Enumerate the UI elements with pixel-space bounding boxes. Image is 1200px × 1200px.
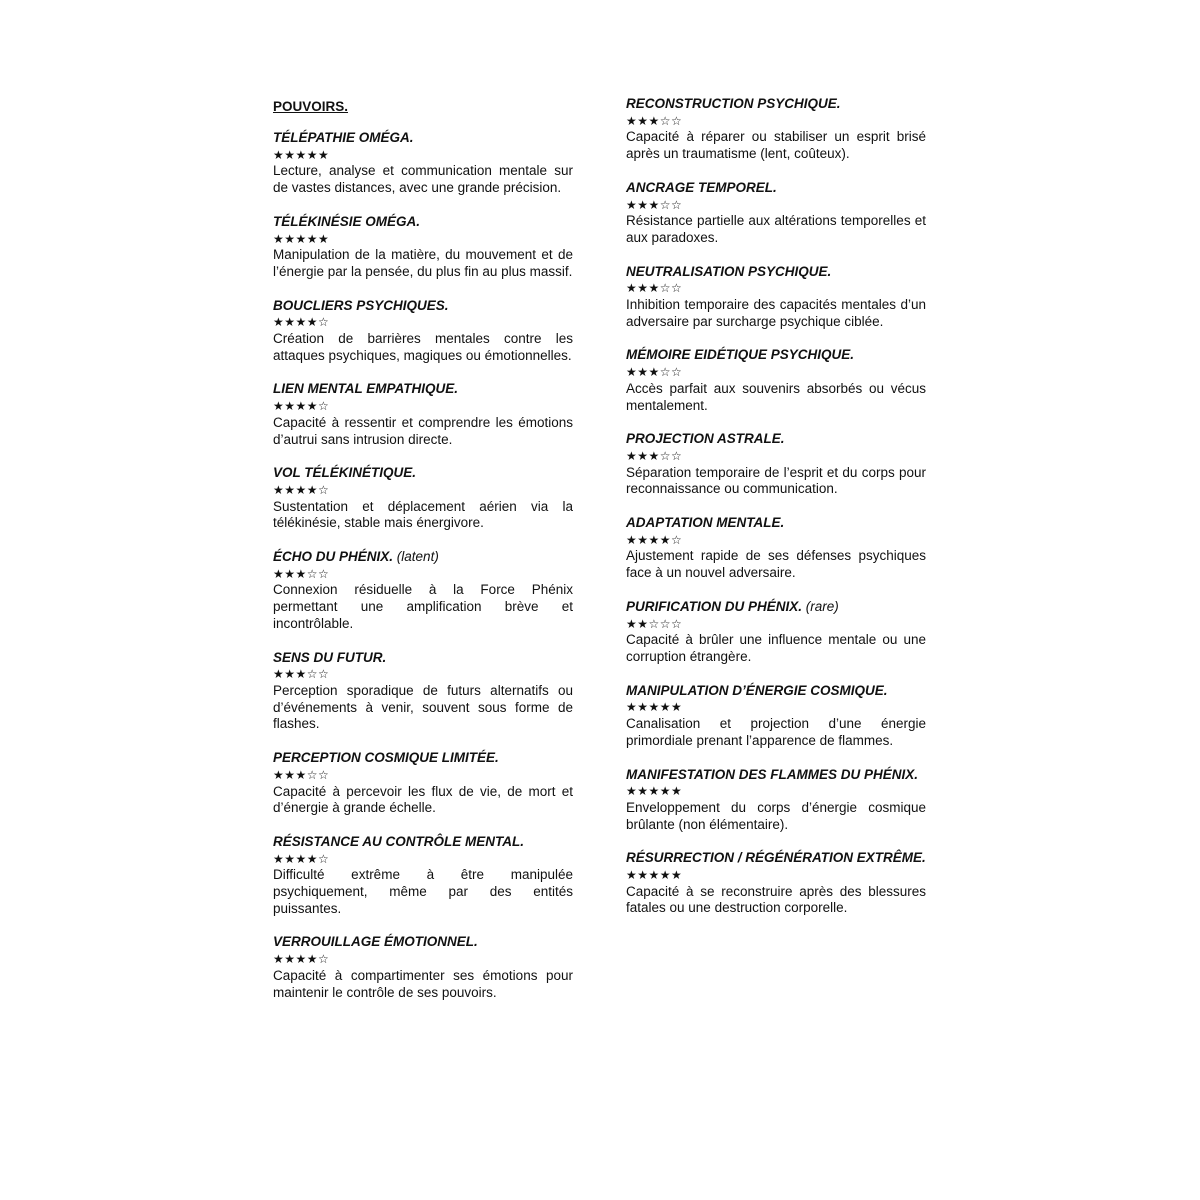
power-name-text: RECONSTRUCTION PSYCHIQUE. <box>626 96 841 111</box>
power-name <box>626 264 926 281</box>
star-rating: ★★★☆☆ <box>273 767 330 782</box>
power-description: Canalisation et projection d’une énergie primordiale prenant l’apparence de flammes. <box>626 716 926 748</box>
power-description: Capacité à compartimenter ses émotions pour maintenir le contrôle de ses pouvoirs. <box>273 967 573 1000</box>
power-name <box>626 180 926 197</box>
power-name-text: TÉLÉKINÉSIE OMÉGA. <box>273 213 421 229</box>
power-name-text: ÉCHO DU PHÉNIX. <box>273 549 394 565</box>
power-description: Enveloppement du corps d’énergie cosmique brûlante (non élémentaire). <box>626 799 926 832</box>
power-name-text: MÉMOIRE EIDÉTIQUE PSYCHIQUE. <box>626 347 855 363</box>
star-rating: ★★★☆☆ <box>626 197 683 212</box>
power-entry <box>626 683 926 750</box>
power-description: Lecture, analyse et communication mentale sur de vastes distances, avec une grande précision. <box>273 163 573 196</box>
star-rating: ★★★★☆ <box>273 399 330 414</box>
power-description: Manipulation de la matière, du mouvement et de l’énergie par la pensée, du plus fin au plus massif. <box>273 247 573 279</box>
power-name-text: RÉSURRECTION / RÉGÉNÉRATION EXTRÊME. <box>626 850 926 866</box>
power-name <box>273 130 573 147</box>
star-rating: ★★★☆☆ <box>626 113 683 128</box>
power-description: Connexion résiduelle à la Force Phénix permettant une amplification brève et incontrôlable. <box>273 582 573 631</box>
star-rating: ★★☆☆☆ <box>626 616 683 631</box>
power-name <box>273 934 573 951</box>
power-name <box>273 834 573 851</box>
power-name <box>273 214 573 231</box>
star-rating: ★★★★☆ <box>273 315 330 330</box>
power-name-text: MANIPULATION D’ÉNERGIE COSMIQUE. <box>626 682 888 698</box>
power-entry <box>273 298 573 365</box>
power-description: Difficulté extrême à être manipulée psychiquement, même par des entités puissantes. <box>273 867 573 916</box>
star-rating: ★★★★★ <box>273 231 330 246</box>
power-name <box>626 347 926 364</box>
star-rating: ★★★★★ <box>273 147 330 162</box>
star-rating: ★★★★☆ <box>273 952 330 967</box>
power-name-text: RÉSISTANCE AU CONTRÔLE MENTAL. <box>273 833 524 849</box>
star-rating: ★★★★★ <box>626 700 683 715</box>
star-rating: ★★★☆☆ <box>273 667 330 682</box>
power-entry <box>626 347 926 414</box>
power-name-text: PROJECTION ASTRALE. <box>626 431 785 447</box>
star-rating: ★★★☆☆ <box>626 365 683 380</box>
power-entry <box>273 750 573 817</box>
star-rating: ★★★☆☆ <box>626 281 683 296</box>
power-name <box>273 650 573 667</box>
power-description: Capacité à percevoir les flux de vie, de mort et d’énergie à grande échelle. <box>273 783 573 816</box>
power-description: Résistance partielle aux altérations temporelles et aux paradoxes. <box>626 213 926 245</box>
power-description: Capacité à brûler une influence mentale ou une corruption étrangère. <box>626 632 926 664</box>
power-name <box>626 515 926 532</box>
power-name <box>626 683 926 700</box>
power-entry <box>273 834 573 918</box>
power-description: Inhibition temporaire des capacités mentales d’un adversaire par surcharge psychique ciblée. <box>626 297 926 329</box>
power-name <box>626 850 926 867</box>
power-description: Création de barrières mentales contre les attaques psychiques, magiques ou émotionnelles. <box>273 331 573 363</box>
power-name <box>626 599 926 616</box>
power-entry <box>273 934 573 1001</box>
star-rating: ★★★★☆ <box>273 482 330 497</box>
power-entry <box>626 96 926 163</box>
power-name-text: VOL TÉLÉKINÉTIQUE. <box>273 465 417 481</box>
power-entry <box>273 214 573 281</box>
power-name-text: SENS DU FUTUR. <box>273 649 387 665</box>
power-name <box>626 431 926 448</box>
power-entry <box>626 431 926 498</box>
star-rating: ★★★☆☆ <box>273 566 330 581</box>
star-rating: ★★★★★ <box>626 784 683 799</box>
powers-left-column <box>273 130 573 1018</box>
power-name <box>626 767 926 784</box>
power-name-text: MANIFESTATION DES FLAMMES DU PHÉNIX. <box>626 766 919 782</box>
power-description: Capacité à réparer ou stabiliser un esprit brisé après un traumatisme (lent, coûteux). <box>626 129 926 162</box>
power-name <box>273 465 573 482</box>
star-rating: ★★★★☆ <box>273 851 330 866</box>
power-entry <box>626 850 926 917</box>
power-description: Perception sporadique de futurs alternatifs ou d’événements à venir, souvent sous forme de flashes. <box>273 682 573 732</box>
power-entry <box>626 767 926 834</box>
power-note: (rare) <box>805 598 839 614</box>
power-description: Capacité à ressentir et comprendre les émotions d’autrui sans intrusion directe. <box>273 414 573 447</box>
power-name-text: ADAPTATION MENTALE. <box>626 515 785 531</box>
power-entry <box>273 381 573 448</box>
power-entry <box>273 549 573 633</box>
star-rating: ★★★★★ <box>626 868 683 883</box>
power-name-text: ANCRAGE TEMPOREL. <box>626 179 777 195</box>
power-name <box>273 549 573 566</box>
power-description: Ajustement rapide de ses défenses psychiques face à un nouvel adversaire. <box>626 548 926 581</box>
power-name <box>273 381 573 398</box>
power-name-text: PURIFICATION DU PHÉNIX. <box>626 598 803 614</box>
power-name-text: PERCEPTION COSMIQUE LIMITÉE. <box>273 750 499 766</box>
power-name-text: NEUTRALISATION PSYCHIQUE. <box>626 263 832 279</box>
power-name-text: TÉLÉPATHIE OMÉGA. <box>273 130 414 145</box>
power-entry <box>626 264 926 331</box>
star-rating: ★★★☆☆ <box>626 448 683 463</box>
power-name-text: BOUCLIERS PSYCHIQUES. <box>273 297 449 313</box>
power-name <box>626 96 926 113</box>
power-note: (latent) <box>396 549 439 565</box>
power-name <box>273 298 573 315</box>
power-name-text: LIEN MENTAL EMPATHIQUE. <box>273 381 458 397</box>
section-title: POUVOIRS. <box>273 99 349 114</box>
power-name-text: VERROUILLAGE ÉMOTIONNEL. <box>273 934 478 950</box>
powers-right-column <box>626 96 926 934</box>
power-entry <box>273 465 573 532</box>
power-description: Séparation temporaire de l’esprit et du corps pour reconnaissance ou communication. <box>626 464 926 497</box>
star-rating: ★★★★☆ <box>626 532 683 547</box>
power-description: Sustentation et déplacement aérien via la télékinésie, stable mais énergivore. <box>273 498 573 531</box>
power-description: Accès parfait aux souvenirs absorbés ou vécus mentalement. <box>626 380 926 413</box>
document-page <box>273 96 926 1076</box>
power-entry <box>273 130 573 197</box>
power-entry <box>626 515 926 582</box>
power-name <box>273 750 573 767</box>
power-entry <box>626 180 926 247</box>
power-description: Capacité à se reconstruire après des blessures fatales ou une destruction corporelle. <box>626 883 926 916</box>
power-entry <box>273 650 573 734</box>
power-entry <box>626 599 926 666</box>
